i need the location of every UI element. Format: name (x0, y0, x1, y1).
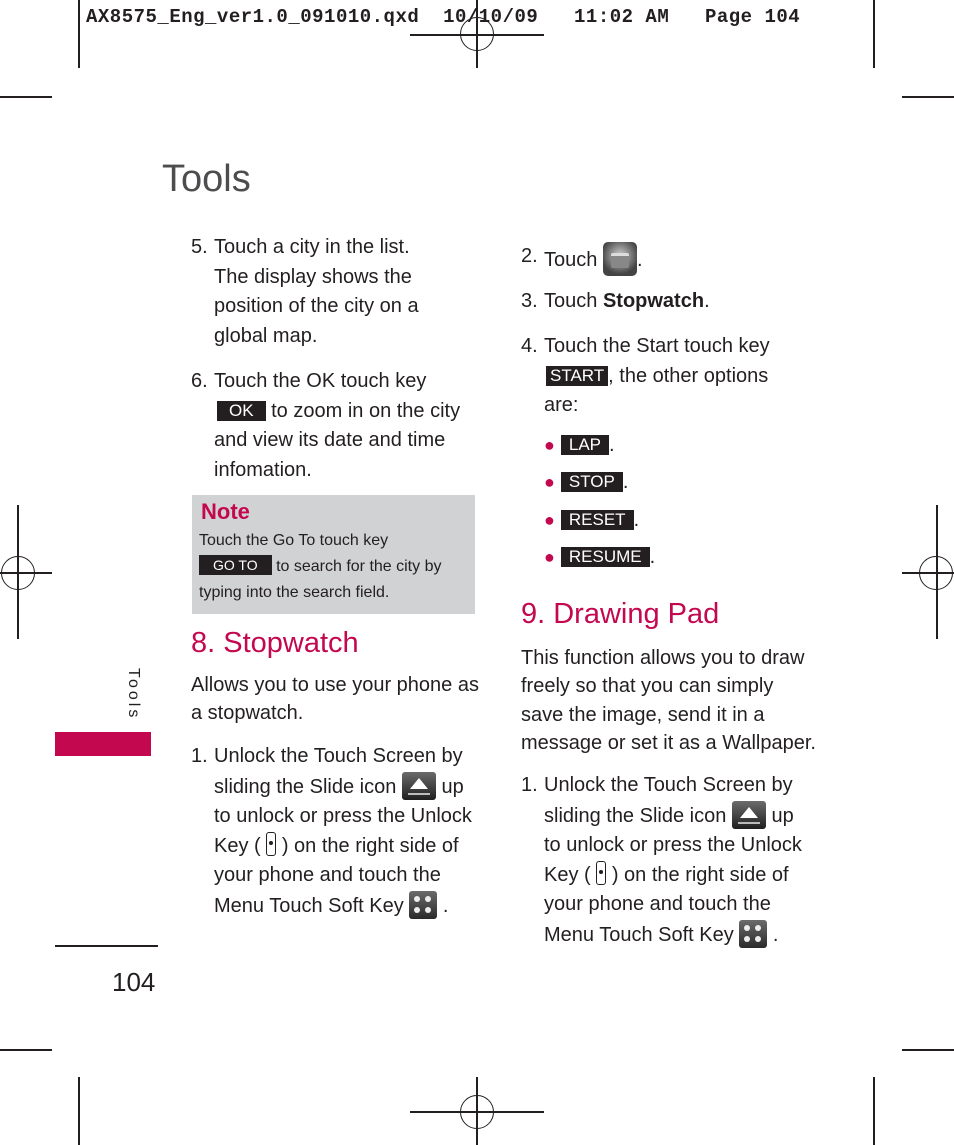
step-line: Key ( (214, 834, 261, 857)
step-line: Menu Touch Soft Key (544, 923, 734, 946)
intro-line: This function allows you to draw (521, 647, 805, 669)
step-line: Unlock the Touch Screen by (544, 774, 793, 796)
step-number: 6. (191, 370, 208, 392)
note-box (192, 495, 475, 614)
stopwatch-intro (191, 671, 491, 727)
ok-key[interactable]: OK (217, 401, 266, 421)
step-line: . (772, 923, 779, 946)
step-2-text: Touch (544, 249, 598, 271)
step-number: 5. (191, 236, 208, 258)
unlock-key-icon (266, 832, 276, 856)
print-slug (86, 6, 800, 28)
step-4-line: are: (544, 394, 579, 416)
menu-grid-icon (739, 920, 767, 948)
step-number: 3. (521, 290, 538, 312)
step-6-line: infomation. (214, 458, 312, 481)
step-line: ) on the right side of (611, 863, 789, 886)
start-key[interactable]: START (546, 366, 608, 386)
toolbox-icon (603, 242, 637, 276)
note-body (199, 528, 469, 606)
stopwatch-heading: 8. Stopwatch (191, 627, 359, 659)
note-line: Touch the Go To touch key (199, 532, 389, 549)
go-to-key[interactable]: GO TO (199, 555, 272, 575)
option-after: . (633, 509, 640, 531)
option-after: . (609, 434, 615, 456)
step-line: Key ( (544, 863, 591, 886)
stop-key[interactable]: STOP (561, 472, 623, 492)
option-stop (544, 471, 628, 494)
reset-key[interactable]: RESET (561, 510, 634, 530)
intro-line: save the image, send it in a (521, 703, 765, 726)
side-section-tab (55, 732, 151, 756)
step-5 (191, 233, 481, 351)
bullet-icon: ● (544, 435, 555, 455)
step-line: Menu Touch Soft Key (214, 894, 404, 917)
step-5-line: Touch a city in the list. (214, 236, 410, 258)
step-6-line: to zoom in on the city (271, 399, 461, 422)
slug-date: 10/10/09 (443, 6, 539, 28)
option-resume (544, 546, 655, 569)
drawing-pad-intro (521, 644, 821, 757)
step-line: . (442, 894, 449, 917)
step-3 (521, 287, 821, 317)
option-after: . (622, 471, 629, 493)
note-line: typing into the search field. (199, 584, 390, 601)
step-2-after: . (636, 249, 643, 271)
step-3-text: Touch (544, 290, 598, 312)
step-line: Unlock the Touch Screen by (214, 745, 463, 767)
drawing-pad-heading: 9. Drawing Pad (521, 598, 720, 630)
slug-page: Page 104 (704, 6, 801, 28)
step-line: to unlock or press the Unlock (544, 834, 802, 856)
page-title: Tools (162, 158, 251, 200)
bullet-icon: ● (544, 510, 555, 530)
step-line: to unlock or press the Unlock (214, 805, 472, 827)
bullet-icon: ● (544, 547, 555, 567)
step-number: 2. (521, 245, 538, 267)
step-2 (521, 242, 821, 276)
slide-up-icon (732, 801, 766, 829)
intro-line: Allows you to use your phone as (191, 674, 479, 696)
step-line: up (441, 775, 464, 798)
option-after: . (649, 546, 656, 568)
divider (55, 945, 158, 947)
step-5-line: position of the city on a (214, 295, 419, 317)
stopwatch-menu-item: Stopwatch (602, 290, 705, 312)
step-6-line: Touch the OK touch key (214, 370, 427, 392)
lap-key[interactable]: LAP (561, 435, 609, 455)
step-line: up (771, 804, 794, 827)
step-6 (191, 367, 481, 485)
step-line: sliding the Slide icon (214, 775, 397, 798)
unlock-key-icon (596, 861, 606, 885)
step-line: your phone and touch the (544, 893, 771, 915)
option-lap (544, 434, 615, 457)
step-line: ) on the right side of (281, 834, 459, 857)
step-5-line: global map. (214, 324, 318, 347)
note-title: Note (201, 499, 250, 524)
step-4 (521, 332, 821, 421)
step-line: sliding the Slide icon (544, 804, 727, 827)
step-number: 1. (521, 774, 538, 796)
side-section-label: Tools (125, 668, 142, 721)
step-number: 1. (191, 745, 208, 767)
step-4-line: , the other options (608, 364, 769, 387)
intro-line: message or set it as a Wallpaper. (521, 731, 816, 754)
slug-filename: AX8575_Eng_ver1.0_091010.qxd (86, 6, 420, 28)
step-line: your phone and touch the (214, 864, 441, 886)
step-3-after: . (704, 290, 710, 312)
stopwatch-step-1 (191, 742, 491, 921)
intro-line: freely so that you can simply (521, 675, 774, 698)
step-6-line: and view its date and time (214, 429, 446, 451)
bullet-icon: ● (544, 472, 555, 492)
step-5-line: The display shows the (214, 265, 412, 288)
note-line: to search for the city by (276, 558, 442, 575)
slide-up-icon (402, 772, 436, 800)
option-reset (544, 509, 639, 532)
step-4-line: Touch the Start touch key (544, 335, 770, 357)
intro-line: a stopwatch. (191, 702, 304, 724)
page-number: 104 (112, 967, 156, 997)
drawing-pad-step-1 (521, 771, 821, 950)
resume-key[interactable]: RESUME (561, 547, 650, 567)
menu-grid-icon (409, 891, 437, 919)
slug-time: 11:02 AM (574, 6, 670, 28)
step-number: 4. (521, 335, 538, 357)
